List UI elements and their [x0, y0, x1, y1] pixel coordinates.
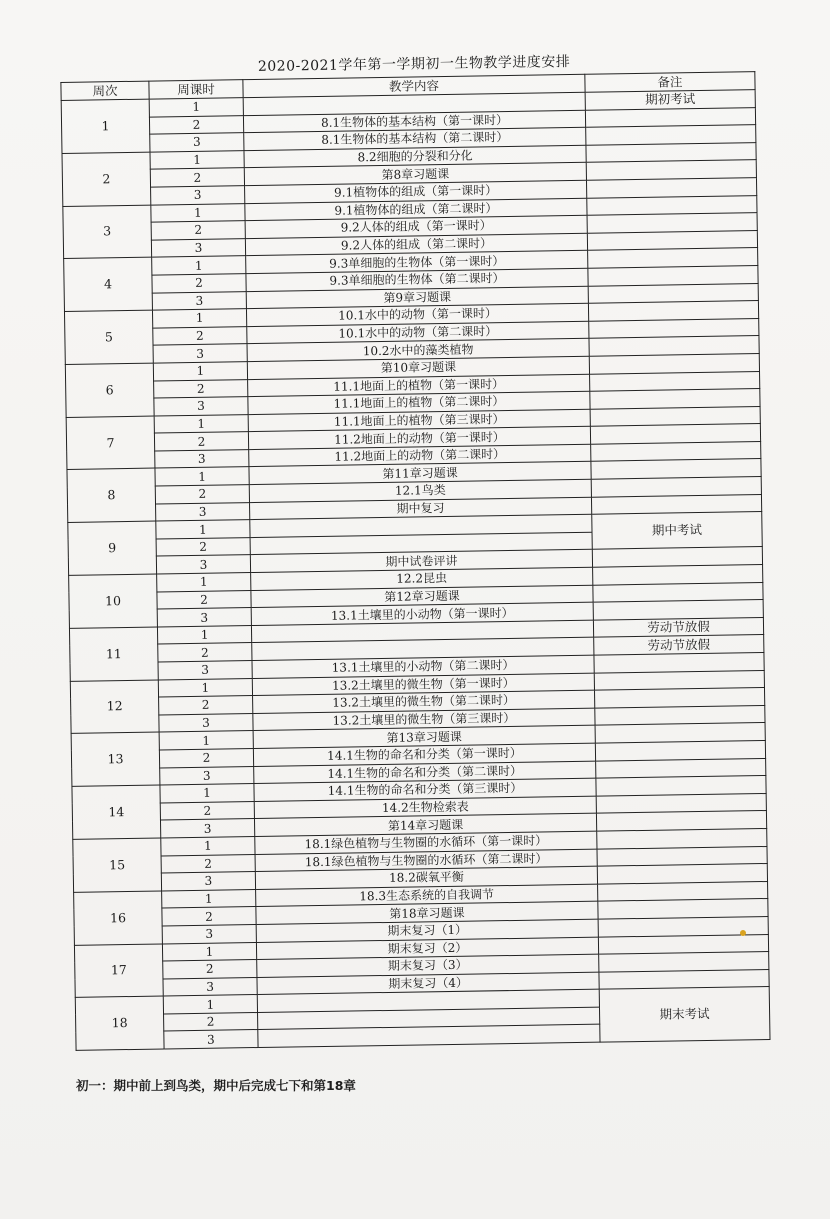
lesson-number: 2 — [151, 221, 245, 240]
lesson-content: 10.1水中的动物（第二课时） — [247, 321, 589, 344]
lesson-content: 第11章习题课 — [249, 462, 591, 485]
lesson-content: 18.1绿色植物与生物圈的水循环（第二课时） — [255, 849, 597, 872]
lesson-content: 13.1土壤里的小动物（第二课时） — [252, 655, 594, 678]
lesson-content: 期末复习（3） — [257, 954, 599, 977]
lesson-number: 1 — [162, 942, 256, 961]
lesson-number: 3 — [164, 1030, 258, 1049]
lesson-content: 11.2地面上的动物（第一课时） — [248, 426, 590, 449]
lesson-number: 1 — [149, 98, 243, 117]
lesson-number: 1 — [163, 995, 257, 1014]
lesson-content: 10.2水中的藻类植物 — [247, 339, 589, 362]
lesson-content: 8.1生物体的基本结构（第一课时） — [243, 110, 585, 133]
lesson-number: 3 — [155, 449, 249, 468]
schedule-table — [60, 71, 770, 1051]
lesson-number: 1 — [157, 625, 251, 644]
lesson-content: 11.1地面上的植物（第二课时） — [248, 391, 590, 414]
week-number: 17 — [74, 944, 163, 998]
lesson-note: 劳动节放假 — [593, 617, 763, 637]
lesson-number: 1 — [156, 520, 250, 539]
lesson-content: 13.2土壤里的微生物（第二课时） — [253, 690, 595, 713]
lesson-number: 2 — [154, 432, 248, 451]
lesson-number: 3 — [151, 186, 245, 205]
lesson-number: 2 — [149, 115, 243, 134]
footnote: 初一：期中前上到鸟类，期中后完成七下和第18章 — [76, 1078, 356, 1093]
lesson-number: 1 — [160, 784, 254, 803]
lesson-number: 3 — [157, 608, 251, 627]
schedule-document — [60, 47, 776, 1051]
lesson-content: 13.2土壤里的微生物（第一课时） — [252, 673, 594, 696]
lesson-number: 1 — [159, 731, 253, 750]
week-number: 10 — [69, 574, 158, 628]
lesson-content: 9.3单细胞的生物体（第二课时） — [246, 268, 588, 291]
lesson-number: 2 — [163, 960, 257, 979]
week-number: 3 — [63, 205, 152, 259]
lesson-number: 1 — [155, 467, 249, 486]
schedule-body — [61, 90, 770, 1051]
week-number: 6 — [65, 363, 154, 417]
lesson-number: 2 — [159, 749, 253, 768]
lesson-content: 第10章习题课 — [247, 356, 589, 379]
lesson-content: 10.1水中的动物（第一课时） — [246, 303, 588, 326]
week-number: 4 — [64, 257, 153, 311]
lesson-number: 3 — [153, 344, 247, 363]
week-number: 1 — [61, 99, 150, 153]
lesson-content: 第8章习题课 — [244, 163, 586, 186]
lesson-content: 18.3生态系统的自我调节 — [256, 884, 598, 907]
lesson-number: 2 — [162, 907, 256, 926]
lesson-number: 3 — [159, 713, 253, 732]
lesson-content: 18.1绿色植物与生物圈的水循环（第一课时） — [255, 831, 597, 854]
week-number: 13 — [71, 732, 160, 786]
lesson-content: 12.2昆虫 — [251, 567, 593, 590]
exam-note: 期中考试 — [592, 512, 763, 550]
lesson-content: 13.2土壤里的微生物（第三课时） — [253, 708, 595, 731]
lesson-content: 14.1生物的命名和分类（第三课时） — [254, 778, 596, 801]
lesson-note: 劳动节放假 — [594, 635, 764, 655]
lesson-number: 1 — [152, 309, 246, 328]
lesson-number: 1 — [161, 836, 255, 855]
lesson-content: 第12章习题课 — [251, 585, 593, 608]
lesson-number: 3 — [162, 924, 256, 943]
lesson-content: 11.2地面上的动物（第二课时） — [249, 444, 591, 467]
lesson-number: 1 — [150, 150, 244, 169]
lesson-content: 第13章习题课 — [253, 726, 595, 749]
lesson-content: 第14章习题课 — [254, 814, 596, 837]
lesson-content: 14.1生物的命名和分类（第一课时） — [253, 743, 595, 766]
week-number: 18 — [75, 996, 164, 1050]
header-week: 周次 — [61, 81, 149, 100]
lesson-number: 3 — [150, 133, 244, 152]
lesson-number: 2 — [158, 643, 252, 662]
lesson-number: 1 — [154, 414, 248, 433]
header-lesson: 周课时 — [149, 80, 243, 99]
lesson-number: 2 — [157, 590, 251, 609]
lesson-content: 9.1植物体的组成（第一课时） — [245, 180, 587, 203]
lesson-number: 2 — [153, 326, 247, 345]
lesson-content: 12.1鸟类 — [249, 479, 591, 502]
lesson-note: 期初考试 — [585, 90, 755, 110]
week-number: 16 — [74, 891, 163, 945]
header-content: 教学内容 — [243, 74, 585, 97]
lesson-number: 1 — [162, 889, 256, 908]
lesson-content: 9.3单细胞的生物体（第一课时） — [246, 251, 588, 274]
week-number: 15 — [73, 838, 162, 892]
lesson-number: 3 — [160, 819, 254, 838]
lesson-number: 1 — [158, 678, 252, 697]
lesson-number: 3 — [160, 766, 254, 785]
week-number: 8 — [67, 469, 156, 523]
lesson-content: 期末复习（1） — [256, 919, 598, 942]
header-note: 备注 — [585, 72, 755, 93]
lesson-number: 2 — [152, 274, 246, 293]
lesson-number: 3 — [163, 977, 257, 996]
lesson-content: 13.1土壤里的小动物（第一课时） — [251, 602, 593, 625]
lesson-content: 9.2人体的组成（第二课时） — [245, 233, 587, 256]
lesson-number: 2 — [159, 696, 253, 715]
lesson-number: 1 — [151, 203, 245, 222]
lesson-number: 2 — [160, 801, 254, 820]
lesson-content: 18.2碳氧平衡 — [255, 866, 597, 889]
week-number: 14 — [72, 785, 161, 839]
lesson-number: 2 — [161, 854, 255, 873]
lesson-number: 1 — [153, 362, 247, 381]
lesson-number: 3 — [152, 291, 246, 310]
week-number: 2 — [62, 152, 151, 206]
lesson-content: 8.1生物体的基本结构（第二课时） — [244, 127, 586, 150]
lesson-number: 1 — [157, 573, 251, 592]
lesson-content: 11.1地面上的植物（第三课时） — [248, 409, 590, 432]
lesson-content: 11.1地面上的植物（第一课时） — [248, 374, 590, 397]
lesson-content: 期中试卷评讲 — [250, 550, 592, 573]
lesson-content: 第9章习题课 — [246, 286, 588, 309]
lesson-content: 第18章习题课 — [256, 901, 598, 924]
lesson-number: 1 — [152, 256, 246, 275]
week-number: 12 — [70, 680, 159, 734]
lesson-number: 2 — [154, 379, 248, 398]
exam-note: 期末考试 — [599, 987, 770, 1042]
lesson-number: 2 — [150, 168, 244, 187]
lesson-content: 14.2生物检索表 — [254, 796, 596, 819]
lesson-content: 期中复习 — [250, 497, 592, 520]
week-number: 9 — [68, 521, 157, 575]
lesson-number: 3 — [154, 397, 248, 416]
week-number: 5 — [64, 310, 153, 364]
week-number: 7 — [66, 416, 155, 470]
week-number: 11 — [69, 627, 158, 681]
lesson-content: 期末复习（4） — [257, 972, 599, 995]
lesson-number: 3 — [156, 502, 250, 521]
lesson-content: 9.2人体的组成（第一课时） — [245, 215, 587, 238]
lesson-number: 3 — [151, 238, 245, 257]
lesson-number: 3 — [156, 555, 250, 574]
lesson-number: 2 — [155, 485, 249, 504]
ink-speck — [740, 930, 746, 936]
lesson-number: 2 — [156, 537, 250, 556]
lesson-number: 2 — [164, 1012, 258, 1031]
lesson-content: 9.1植物体的组成（第二课时） — [245, 198, 587, 221]
lesson-content: 14.1生物的命名和分类（第二课时） — [254, 761, 596, 784]
lesson-content: 8.2细胞的分裂和分化 — [244, 145, 586, 168]
lesson-number: 3 — [161, 872, 255, 891]
lesson-number: 3 — [158, 661, 252, 680]
document-title: 2020-2021学年第一学期初一生物教学进度安排 — [257, 53, 571, 75]
lesson-content: 期末复习（2） — [256, 937, 598, 960]
